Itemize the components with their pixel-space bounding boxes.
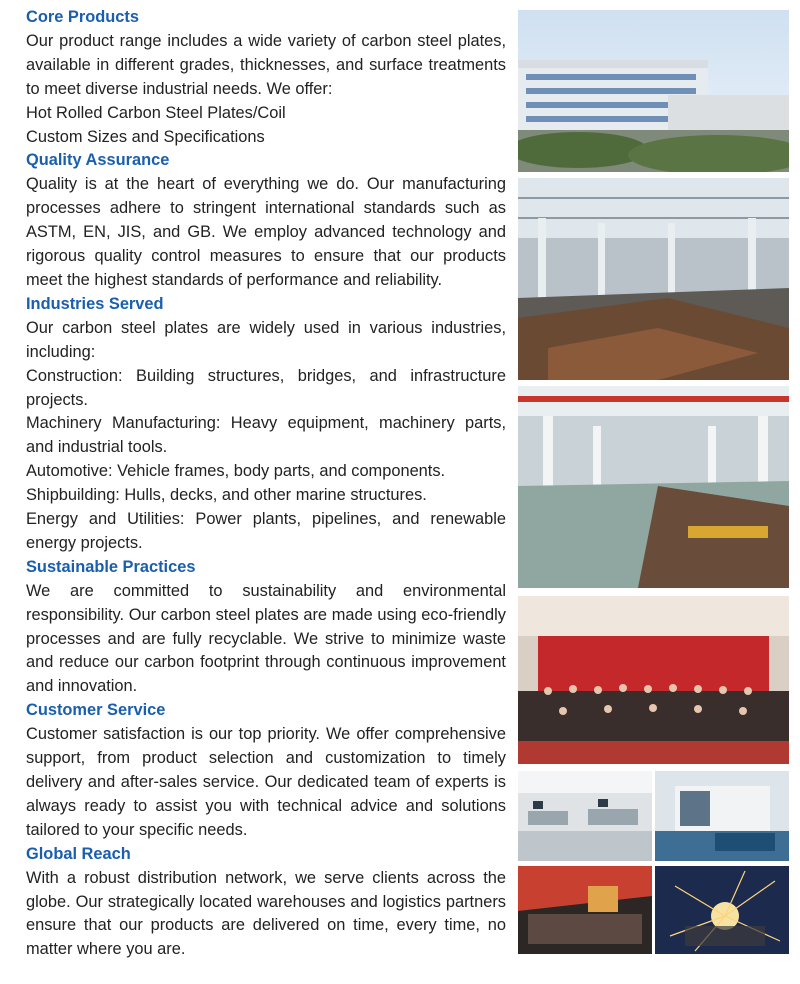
list-item: Construction: Building structures, bridges, and infrastructure projects. xyxy=(26,366,506,409)
section-industries-served xyxy=(26,293,506,556)
list-item: Hot Rolled Carbon Steel Plates/Coil xyxy=(26,103,286,122)
section-heading: Industries Served xyxy=(26,294,164,313)
list-item: Custom Sizes and Specifications xyxy=(26,127,265,146)
steel-plate-warehouse-photo xyxy=(518,178,789,380)
plasma-sparks-photo xyxy=(655,866,789,954)
section-sustainable-practices xyxy=(26,556,506,699)
list-item: Machinery Manufacturing: Heavy equipment, machinery parts, and industrial tools. xyxy=(26,414,506,457)
section-core-products xyxy=(26,6,506,149)
section-paragraph: With a robust distribution network, we serve clients across the globe. Our strategically located warehouses and logistics partners ensure that our products are delivered on time, every time, no matter where you are. xyxy=(26,868,506,959)
section-heading: Quality Assurance xyxy=(26,151,170,170)
section-customer-service xyxy=(26,699,506,842)
section-heading: Customer Service xyxy=(26,701,166,720)
content-column xyxy=(26,6,506,962)
section-heading: Sustainable Practices xyxy=(26,557,196,576)
team-group-photo xyxy=(518,596,789,764)
section-paragraph: Our product range includes a wide variety of carbon steel plates, available in different grades, thicknesses, and surface treatments to meet diverse industrial needs. We offer: xyxy=(26,31,506,98)
cutting-machine-photo xyxy=(655,771,789,861)
list-item: Energy and Utilities: Power plants, pipelines, and renewable energy projects. xyxy=(26,510,506,552)
section-quality-assurance xyxy=(26,149,506,292)
production-hall-photo xyxy=(518,386,789,588)
laser-cutting-photo xyxy=(518,866,652,954)
section-paragraph: We are committed to sustainability and environmental responsibility. Our carbon steel plates are made using eco-friendly processes and are fully recyclable. We strive to minimize waste and reduce our carbon footprint through continuous improvement and innovation. xyxy=(26,581,506,696)
section-heading: Global Reach xyxy=(26,844,131,863)
list-item: Automotive: Vehicle frames, body parts, and components. xyxy=(26,462,446,481)
section-paragraph: Our carbon steel plates are widely used in various industries, including: xyxy=(26,318,506,361)
office-photo xyxy=(518,771,652,861)
section-paragraph: Quality is at the heart of everything we do. Our manufacturing processes adhere to stringent international standards such as ASTM, EN, JIS, and GB. We employ advanced technology and rigorous quality control measures to ensure that our products meet the highest standards of performance and reliability. xyxy=(26,175,506,289)
factory-building-photo xyxy=(518,10,789,172)
section-global-reach xyxy=(26,843,506,963)
section-paragraph: Customer satisfaction is our top priority. We offer comprehensive support, from product selection and customization to timely delivery and after-sales service. Our dedicated team of experts is always ready to assist you with technical advice and solutions tailored to your specific needs. xyxy=(26,725,506,839)
list-item: Shipbuilding: Hulls, decks, and other marine structures. xyxy=(26,486,427,505)
section-heading: Core Products xyxy=(26,8,139,26)
